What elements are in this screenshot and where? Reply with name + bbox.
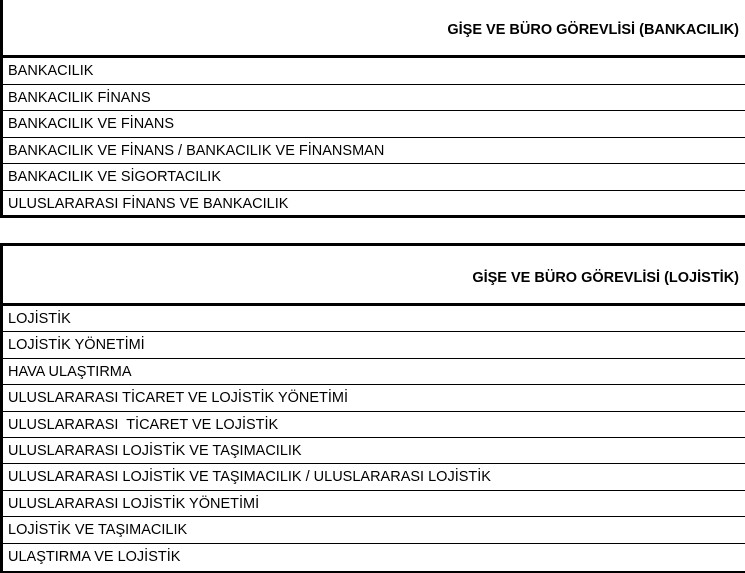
list-item: ULUSLARARASI LOJİSTİK VE TAŞIMACILIK [3, 438, 745, 464]
list-item: LOJİSTİK [3, 306, 745, 332]
list-item: LOJİSTİK YÖNETİMİ [3, 332, 745, 358]
list-item: BANKACILIK VE FİNANS / BANKACILIK VE FİNANSMAN [3, 138, 745, 165]
list-item: ULUSLARARASI LOJİSTİK VE TAŞIMACILIK / ULUSLARARASI LOJİSTİK [3, 464, 745, 490]
section-title: GİŞE VE BÜRO GÖREVLİSİ (LOJİSTİK) [3, 246, 745, 306]
list-item: BANKACILIK [3, 58, 745, 85]
list-item: ULUSLARARASI TİCARET VE LOJİSTİK YÖNETİMİ [3, 385, 745, 411]
list-item: LOJİSTİK VE TAŞIMACILIK [3, 517, 745, 543]
list-item: ULUSLARARASI FİNANS VE BANKACILIK [8, 195, 289, 212]
list-item: HAVA ULAŞTIRMA [3, 359, 745, 385]
section-logistics [0, 243, 745, 573]
list-item: ULUSLARARASI TİCARET VE LOJİSTİK [3, 412, 745, 438]
section-title: GİŞE VE BÜRO GÖREVLİSİ (BANKACILIK) [3, 0, 745, 58]
list-item: BANKACILIK FİNANS [3, 85, 745, 112]
list-item: BANKACILIK VE FİNANS [3, 111, 745, 138]
list-item: ULUSLARARASI LOJİSTİK YÖNETİMİ [3, 491, 745, 517]
list-item: BANKACILIK VE SİGORTACILIK [3, 164, 745, 191]
list-item: ULAŞTIRMA VE LOJİSTİK [8, 548, 181, 565]
section-banking [0, 0, 745, 218]
